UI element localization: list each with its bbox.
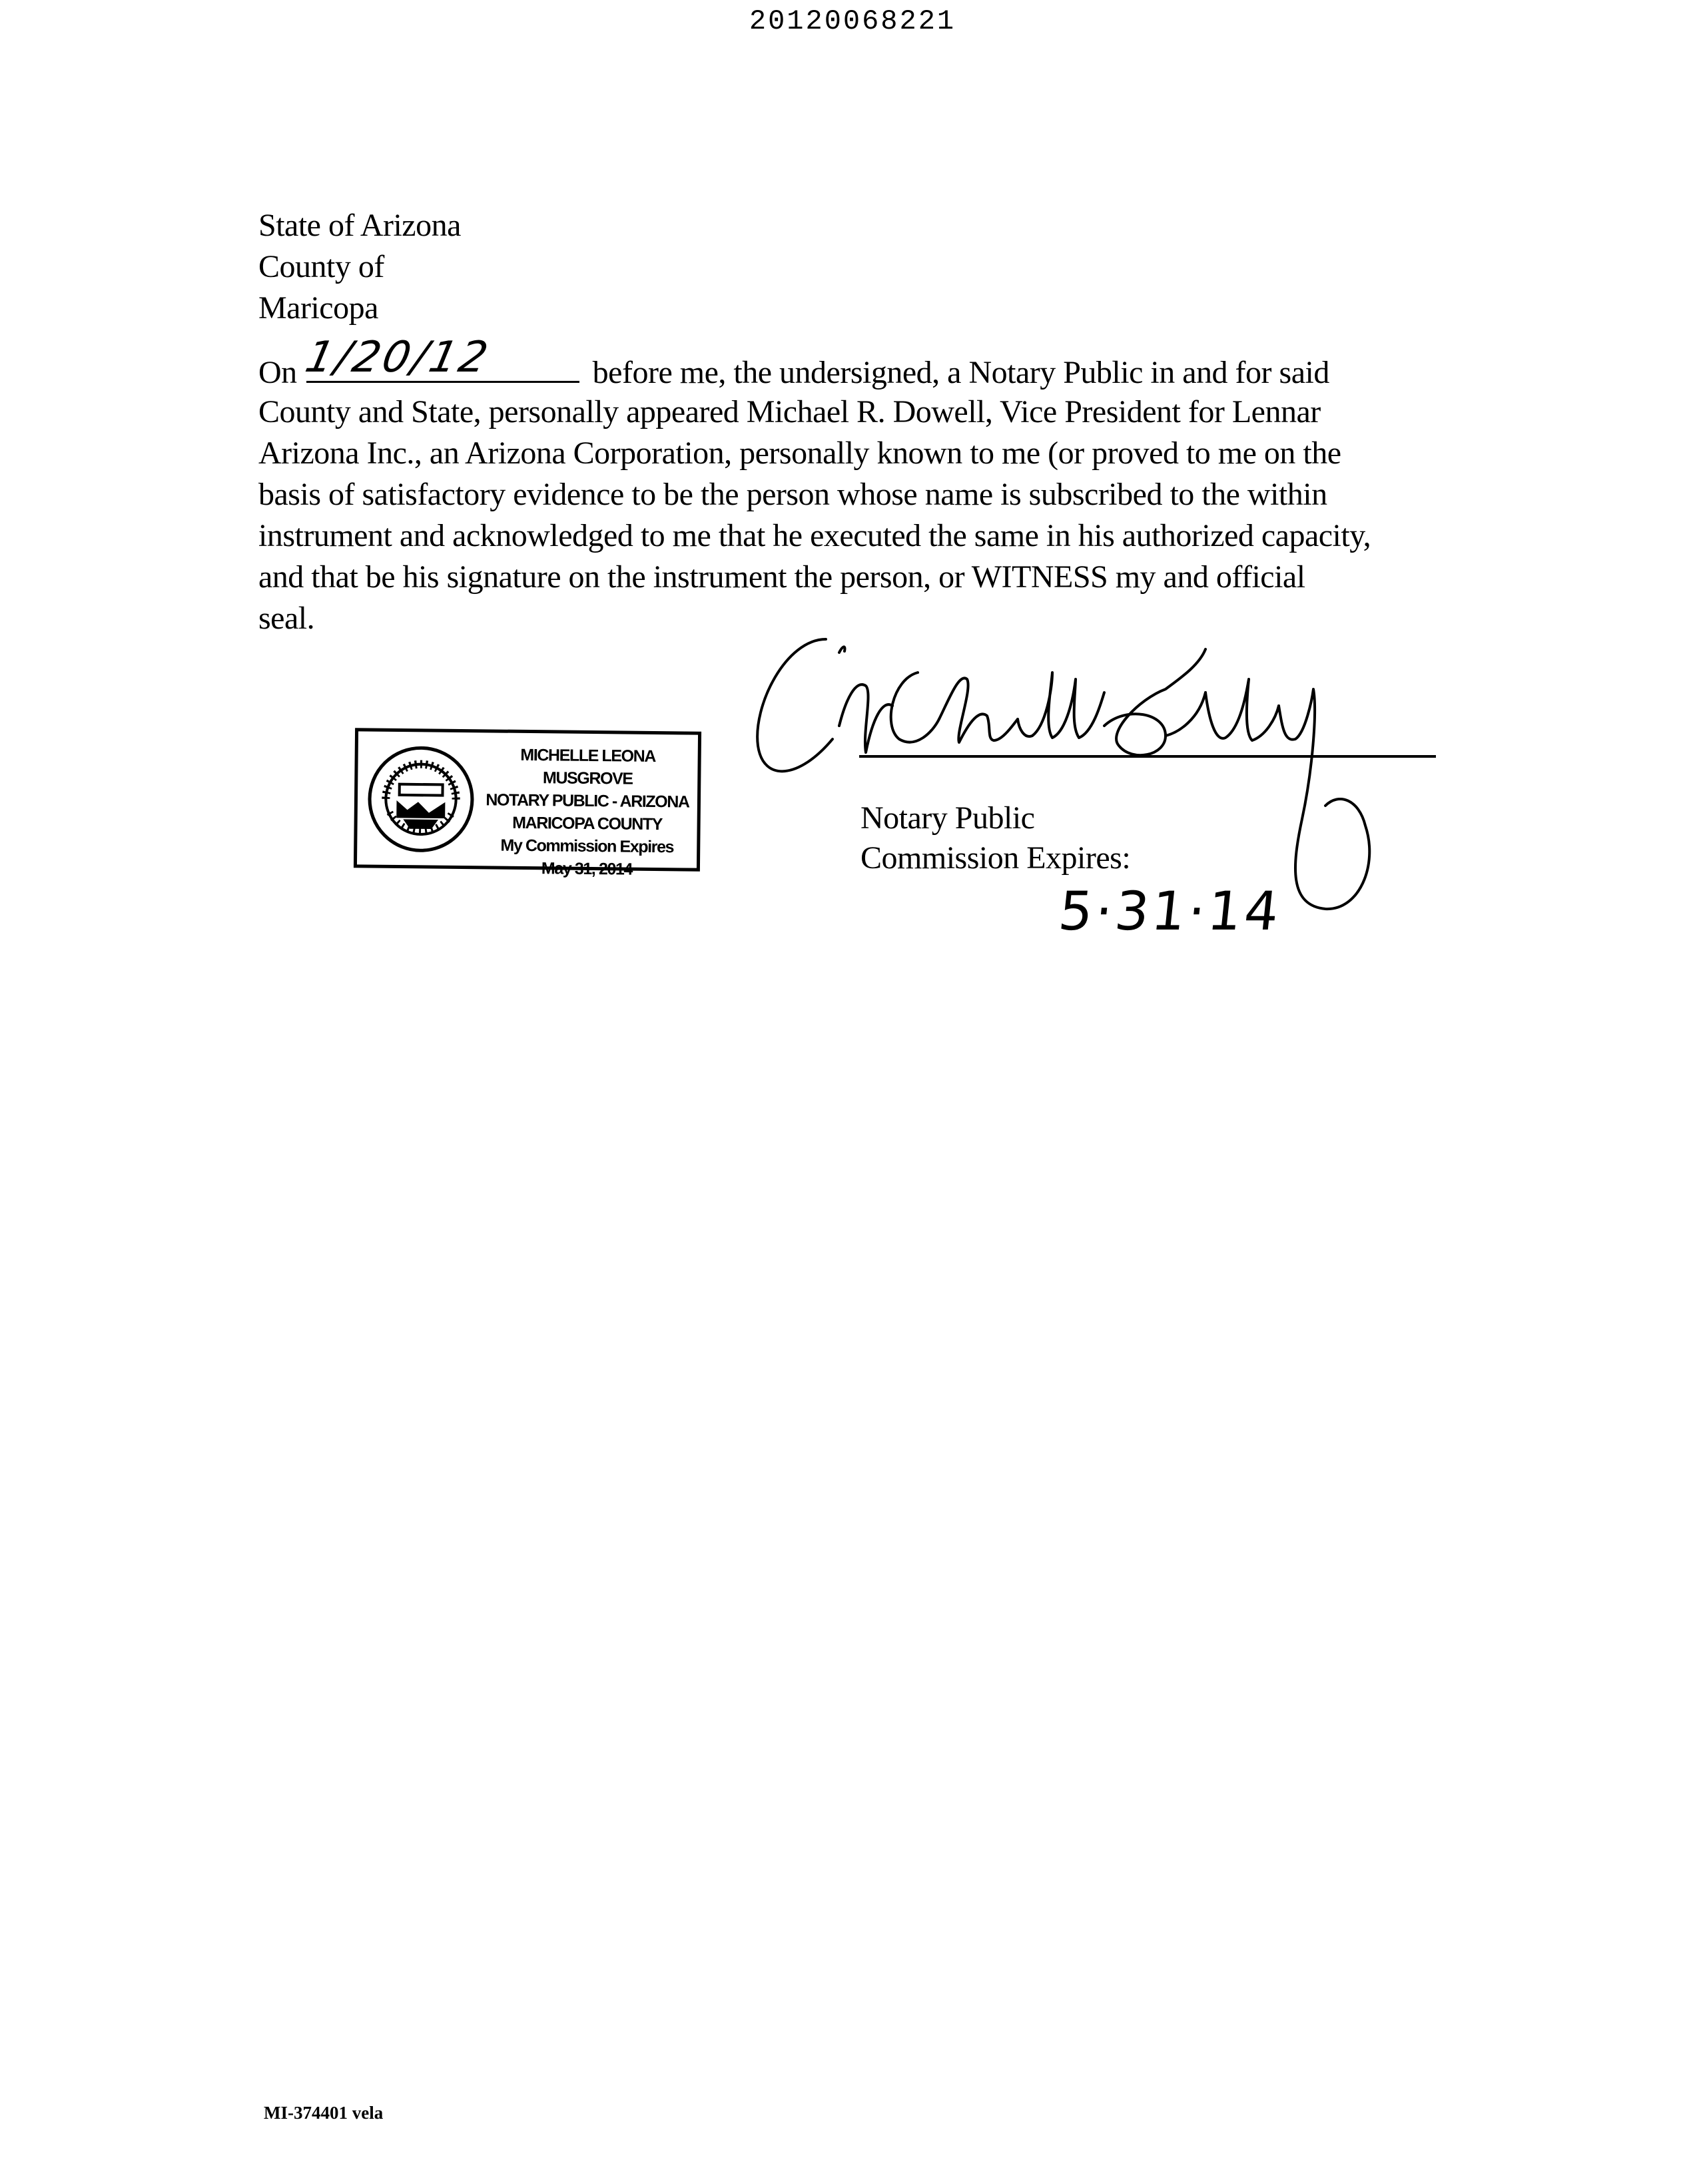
acknowledgment-line-1-rest: before me, the undersigned, a Notary Public in and for said xyxy=(592,355,1329,390)
signature-line xyxy=(859,755,1436,758)
acknowledgment-line-7: seal. xyxy=(258,601,315,636)
on-label: On xyxy=(258,355,297,390)
acknowledgment-paragraph xyxy=(258,333,1471,639)
county-label: County of xyxy=(258,249,384,284)
footer-reference: MI-374401 vela xyxy=(264,2103,384,2123)
notary-stamp xyxy=(354,728,701,879)
venue-heading xyxy=(258,205,461,329)
state-line: State of Arizona xyxy=(258,208,461,243)
state-seal-icon xyxy=(366,744,476,854)
recording-number: 20120068221 xyxy=(749,5,956,37)
acknowledgment-line-3: Arizona Inc., an Arizona Corporation, personally known to me (or proved to me on the xyxy=(258,435,1341,471)
handwritten-date: 1/20/12 xyxy=(300,333,495,382)
stamp-commission-date: May 31, 2014 xyxy=(541,859,633,879)
acknowledgment-line-2: County and State, personally appeared Michael R. Dowell, Vice President for Lennar xyxy=(258,394,1321,429)
stamp-notary-name: MICHELLE LEONA MUSGROVE xyxy=(520,745,656,788)
acknowledgment-line-5: instrument and acknowledged to me that he executed the same in his authorized capacity, xyxy=(258,518,1371,553)
date-blank xyxy=(300,333,579,383)
acknowledgment-line-6: and that be his signature on the instrument the person, or WITNESS my and official xyxy=(258,559,1305,595)
stamp-county: MARICOPA COUNTY xyxy=(512,813,663,834)
commission-expires-label: Commission Expires: xyxy=(860,840,1131,876)
stamp-text xyxy=(474,743,701,882)
notary-public-label: Notary Public xyxy=(860,800,1035,836)
handwritten-expiry-date: 5·31·14 xyxy=(1056,880,1285,942)
county-name: Maricopa xyxy=(258,290,378,326)
stamp-commission-label: My Commission Expires xyxy=(500,836,674,857)
acknowledgment-line-1 xyxy=(258,333,1471,392)
acknowledgment-line-4: basis of satisfactory evidence to be the person whose name is subscribed to the within xyxy=(258,477,1327,512)
stamp-notary-title: NOTARY PUBLIC - ARIZONA xyxy=(486,790,689,812)
